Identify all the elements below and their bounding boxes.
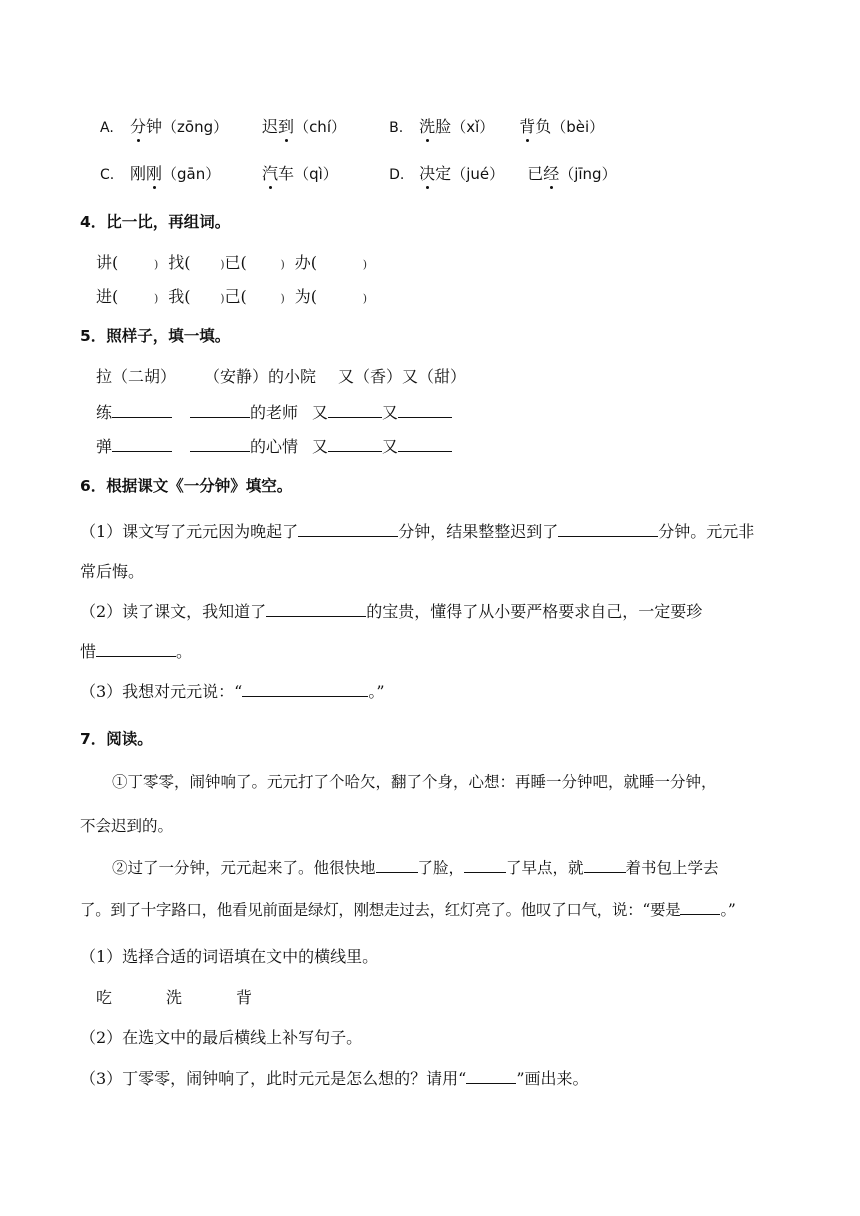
option-c-pinyin2: （qì） [294, 165, 338, 183]
q7-passage-1-cont: 不会迟到的。 [80, 817, 174, 835]
fill-blank[interactable] [398, 403, 452, 418]
q6-s1: （1）课文写了元元因为晚起了 分钟，结果整整迟到了 分钟。元元非 [80, 522, 755, 541]
q4-blank[interactable]: ) [220, 258, 225, 271]
option-a-pinyin1: （zōng） [162, 118, 229, 136]
option-b-word2: 背负 [519, 114, 551, 137]
q3-row1 [100, 114, 604, 137]
option-c-word2: 汽车 [262, 161, 294, 184]
option-d-word2: 已经 [527, 161, 559, 184]
q7-passage-1: ①丁零零，闹钟响了。元元打了个哈欠，翻了个身，心想：再睡一分钟吧，就睡一分钟， [112, 773, 717, 791]
fill-blank[interactable] [376, 858, 418, 873]
q5-row1: 练 的老师 又 又 [96, 400, 452, 423]
option-b-word1: 洗脸 [419, 114, 451, 137]
fill-blank[interactable] [328, 437, 382, 452]
q4-blank[interactable]: ) [362, 292, 367, 305]
q5-row2: 弹 的心情 又 又 [96, 434, 452, 457]
fill-blank[interactable] [112, 403, 172, 418]
fill-blank[interactable] [112, 437, 172, 452]
underline-sample [466, 1069, 516, 1084]
option-c-letter: C. [100, 167, 115, 183]
q4-row1: 讲( ) 找( )已( ) 办( ) [96, 253, 367, 272]
q3-row2 [100, 161, 617, 184]
fill-blank[interactable] [584, 858, 626, 873]
q6-title: 6．根据课文《一分钟》填空。 [80, 477, 293, 495]
q6-s1-cont: 常后悔。 [80, 562, 145, 581]
option-a-pinyin2: （chí） [294, 118, 346, 136]
q7-sub1: （1）选择合适的词语填在文中的横线里。 [80, 947, 379, 966]
q7-sub3: （3）丁零零，闹钟响了，此时元元是怎么想的？请用“ ”画出来。 [80, 1069, 589, 1088]
q7-passage-2-cont: 了。到了十字路口，他看见前面是绿灯，刚想走过去，红灯亮了。他叹了口气，说：“要是 。” [80, 901, 736, 919]
option-c-word1: 刚刚 [130, 161, 162, 184]
option-a-letter: A. [100, 120, 114, 136]
q6-s2-cont: 惜 。 [80, 642, 193, 661]
q7-sub2: （2）在选文中的最后横线上补写句子。 [80, 1028, 363, 1047]
option-d-pinyin2: （jīng） [559, 165, 617, 183]
option-b-pinyin2: （bèi） [551, 118, 605, 136]
fill-blank[interactable] [464, 858, 506, 873]
word-choice: 吃 [96, 988, 113, 1007]
fill-blank[interactable] [328, 403, 382, 418]
fill-blank[interactable] [266, 602, 366, 617]
q4-blank[interactable]: ) [153, 292, 159, 305]
word-choice: 背 [236, 988, 253, 1007]
fill-blank[interactable] [96, 642, 176, 657]
q5-example: 拉（二胡） （安静）的小院 又（香）又（甜） [96, 367, 467, 386]
fill-blank[interactable] [298, 522, 398, 537]
option-a-word2: 迟到 [262, 114, 294, 137]
q7-title: 7．阅读。 [80, 730, 153, 748]
q4-row2: 进( ) 我( )己( ) 为( ) [96, 287, 367, 306]
q6-s2: （2）读了课文，我知道了 的宝贵，懂得了从小要严格要求自己，一定要珍 [80, 602, 703, 621]
fill-blank[interactable] [680, 900, 720, 915]
q4-blank[interactable]: ) [280, 292, 285, 305]
fill-blank[interactable] [190, 403, 250, 418]
option-b-pinyin1: （xǐ） [451, 118, 495, 136]
q6-s3: （3）我想对元元说：“ 。” [80, 682, 385, 701]
q4-blank[interactable]: ) [280, 258, 285, 271]
fill-blank[interactable] [398, 437, 452, 452]
option-d-word1: 决定 [419, 161, 451, 184]
fill-blank[interactable] [242, 682, 368, 697]
q7-word-choices [96, 985, 252, 1008]
word-choice: 洗 [166, 988, 183, 1007]
option-b-letter: B. [389, 120, 404, 136]
q4-blank[interactable]: ) [362, 258, 367, 271]
q4-title: 4．比一比，再组词。 [80, 213, 231, 231]
q4-blank[interactable]: ) [153, 258, 159, 271]
fill-blank[interactable] [190, 437, 250, 452]
option-d-pinyin1: （jué） [451, 165, 505, 183]
option-c-pinyin1: （gān） [162, 165, 221, 183]
option-d-letter: D. [389, 167, 405, 183]
q4-blank[interactable]: ) [220, 292, 225, 305]
q5-title: 5．照样子，填一填。 [80, 327, 231, 345]
option-a-word1: 分钟 [130, 114, 162, 137]
q7-passage-2: ②过了一分钟，元元起来了。他很快地 了脸， 了早点，就 着书包上学去 [112, 859, 719, 877]
fill-blank[interactable] [558, 522, 658, 537]
